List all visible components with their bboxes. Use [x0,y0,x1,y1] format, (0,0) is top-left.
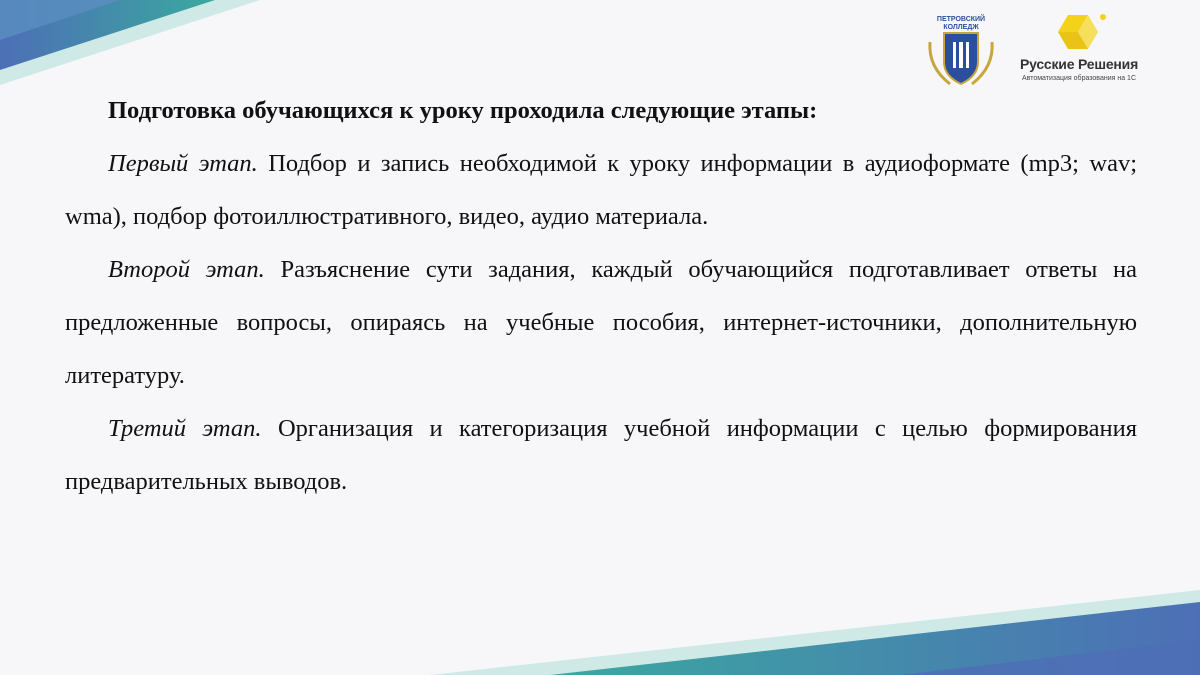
partner-tagline: Автоматизация образования на 1С [1021,75,1136,82]
stage-paragraph-2 [65,243,1137,402]
stage-label: Первый этап. [108,150,258,177]
slide-content [65,84,1137,508]
slide-heading: Подготовка обучающихся к уроку проходила следующие этапы: [108,97,818,124]
petrovsky-college-logo [920,12,1002,92]
corner-decoration-top-left [0,0,260,85]
logos-block [920,12,1190,92]
stage-paragraph-1 [65,137,1137,243]
svg-text:ПЕТРОВСКИЙ: ПЕТРОВСКИЙ [936,16,986,23]
stage-text: Разъяснение сути задания, каждый обучающийся подготавливает ответы на предложенные вопросы, опираясь на учебные пособия, интернет-источники, дополнительную литературу. [65,256,1138,389]
stage-label: Третий этап. [108,415,262,442]
stage-label: Второй этап. [108,256,265,283]
partner-name: Русские Решения [1019,56,1139,72]
corner-decoration-bottom-right [430,590,1200,675]
stage-text: Подбор и запись необходимой к уроку информации в аудиоформате (mp3; wav; wma), подбор фотоиллюстративного, видео, аудио материала. [65,150,1137,230]
stage-paragraph-3 [65,402,1137,508]
russkie-resheniya-logo [1015,12,1190,92]
stage-text: Организация и категоризация учебной информации с целью формирования предварительных выводов. [65,415,1138,495]
svg-text:КОЛЛЕДЖ: КОЛЛЕДЖ [943,24,979,31]
hexagon-logo-icon [1048,12,1108,52]
